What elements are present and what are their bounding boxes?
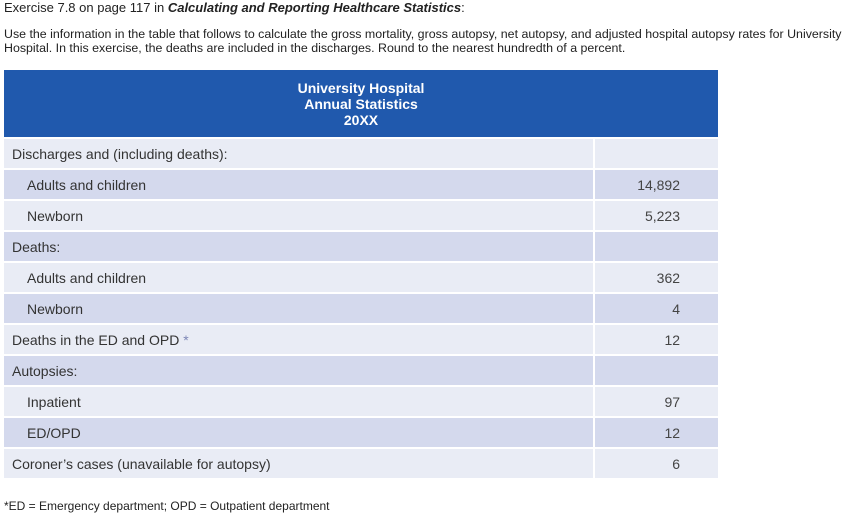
row-value: 14,892	[594, 169, 718, 200]
footnote-marker: *	[183, 331, 189, 348]
row-label: Discharges and (including deaths):	[4, 138, 594, 169]
table-header-row	[4, 70, 718, 138]
row-value: 97	[594, 386, 718, 417]
table-row	[4, 417, 718, 448]
table-row	[4, 262, 718, 293]
row-label: Adults and children	[4, 169, 594, 200]
row-label: Coroner’s cases (unavailable for autopsy)	[4, 448, 594, 479]
table-row	[4, 200, 718, 231]
row-label: Inpatient	[4, 386, 594, 417]
row-value: 12	[594, 324, 718, 355]
row-label: Newborn	[4, 293, 594, 324]
table-header	[4, 70, 718, 138]
row-label: Newborn	[4, 200, 594, 231]
table-footnote: *ED = Emergency department; OPD = Outpatient department	[4, 499, 330, 513]
book-title: Calculating and Reporting Healthcare Statistics	[167, 0, 462, 15]
row-value: 6	[594, 448, 718, 479]
exercise-suffix: :	[461, 0, 465, 15]
row-value: 12	[594, 417, 718, 448]
row-label: Deaths:	[4, 231, 594, 262]
table-row	[4, 293, 718, 324]
row-value: 5,223	[594, 200, 718, 231]
table-row	[4, 138, 718, 169]
table-row	[4, 169, 718, 200]
row-value	[594, 138, 718, 169]
header-year: 20XX	[343, 111, 379, 128]
instructions-text: Use the information in the table that follows to calculate the gross mortality, gross autopsy, net autopsy, and adjusted hospital autopsy rates for University Hospital. In this exercise, the deaths are included in the discharges. Round to the nearest hundredth of a percent.	[4, 27, 842, 55]
row-label-cell	[4, 324, 594, 355]
table-row	[4, 355, 718, 386]
table-row	[4, 386, 718, 417]
row-value	[594, 355, 718, 386]
header-hospital-name: University Hospital	[297, 79, 425, 96]
row-label: Adults and children	[4, 262, 594, 293]
row-label: ED/OPD	[4, 417, 594, 448]
row-value	[594, 231, 718, 262]
row-value: 4	[594, 293, 718, 324]
exercise-reference	[4, 0, 465, 15]
exercise-prefix: Exercise 7.8 on page 117 in	[4, 0, 168, 15]
header-subtitle: Annual Statistics	[304, 95, 418, 112]
row-label: Deaths in the ED and OPD	[12, 331, 180, 348]
hospital-statistics-table	[4, 70, 718, 480]
table-row	[4, 231, 718, 262]
row-label: Autopsies:	[4, 355, 594, 386]
row-value: 362	[594, 262, 718, 293]
table-row	[4, 324, 718, 355]
table-row	[4, 448, 718, 479]
